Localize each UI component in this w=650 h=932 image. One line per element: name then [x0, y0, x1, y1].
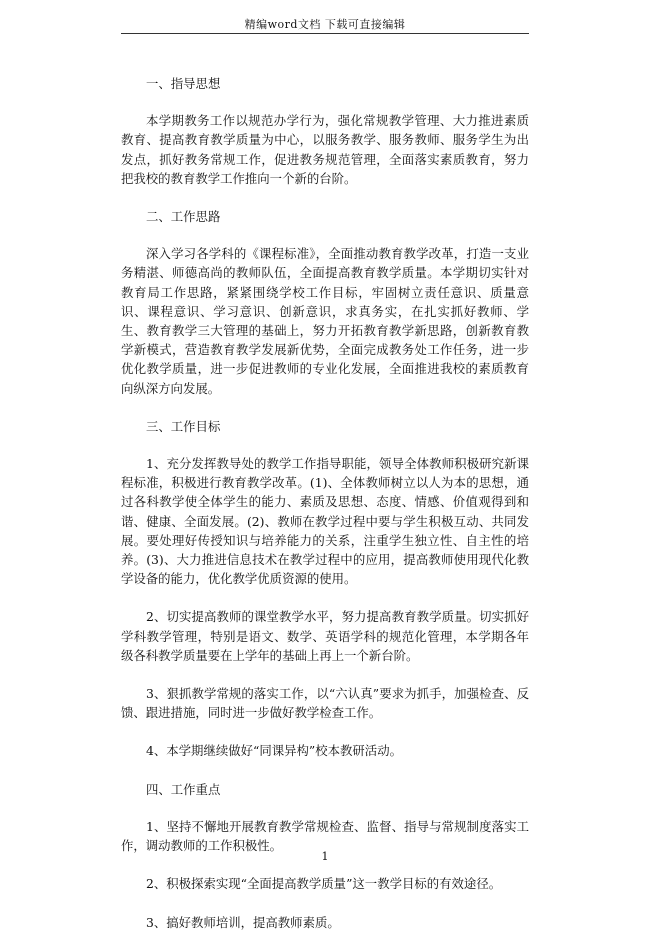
document-body [121, 74, 529, 932]
page-number: 1 [321, 850, 329, 863]
paragraph: 本学期教务工作以规范办学行为，强化常规教学管理、大力推进素质教育、提高教育教学质量为中心，以服务教学、服务教师、服务学生为出发点，抓好教务常规工作，促进教务规范管理，全面落实素质教育，努力把我校的教育教学工作推向一个新的台阶。 [121, 113, 529, 186]
paragraph: 2、积极探索实现“全面提高教学质量”这一教学目标的有效途径。 [146, 876, 502, 892]
paragraph: 2、切实提高教师的课堂教学水平，努力提高教育教学质量。切实抓好学科教学管理，特别是语文、数学、英语学科的规范化管理，本学期各年级各科教学质量要在上学年的基础上再上一个新台阶。 [121, 609, 529, 663]
section-work-approach [121, 207, 529, 398]
paragraph: 4、本学期继续做好“同课异构”校本教研活动。 [146, 743, 402, 759]
section-work-goals [121, 417, 529, 761]
paragraph: 1、坚持不懈地开展教育教学常规检查、监督、指导与常规制度落实工作，调动教师的工作积极性。 [121, 818, 529, 854]
header-divider [121, 33, 529, 34]
paragraph: 深入学习各学科的《课程标准》，全面推动教育教学改革，打造一支业务精湛、师德高尚的教师队伍，全面提高教育教学质量。本学期切实针对教育局工作思路，紧紧围绕学校工作目标，牢固树立责任意识、质量意识、课程意识、学习意识、创新意识，求真务实，在扎实抓好教师、学生、教育教学三大管理的基础上，努力开拓教育教学新思路，创新教育教学新模式，营造教育教学发展新优势，全面完成教务处工作任务，进一步优化教学质量，进一步促进教师的专业化发展，全面推进我校的素质教育向纵深方向发展。 [121, 246, 529, 396]
paragraph: 3、狠抓教学常规的落实工作，以“六认真”要求为抓手，加强检查、反馈、跟进措施，同时进一步做好教学检查工作。 [121, 686, 529, 721]
section-heading: 四、工作重点 [146, 781, 221, 797]
section-guiding-thought [121, 74, 529, 188]
section-heading: 一、指导思想 [146, 76, 221, 91]
paragraph: 3、搞好教师培训，提高教师素质。 [146, 914, 340, 930]
section-heading: 三、工作目标 [146, 418, 221, 434]
section-heading: 二、工作思路 [146, 209, 221, 225]
page-header: 精编word文档 下载可直接编辑 [244, 18, 406, 31]
paragraph: 1、充分发挥教导处的教学工作指导职能，领导全体教师积极研究新课程标准，积极进行教育教学改革。(1)、全体教师树立以人为本的思想，通过各科教学使全体学生的能力、素质及思想、态度、情感、价值观得到和谐、健康、全面发展。(2)、教师在教学过程中要与学生积极互动、共同发展。要处理好传授知识与培养能力的关系，注重学生独立性、自主性的培养。(3)、大力推进信息技术在教学过程中的应用，提高教师使用现代化教学设备的能力，优化教学优质资源的使用。 [121, 456, 529, 587]
